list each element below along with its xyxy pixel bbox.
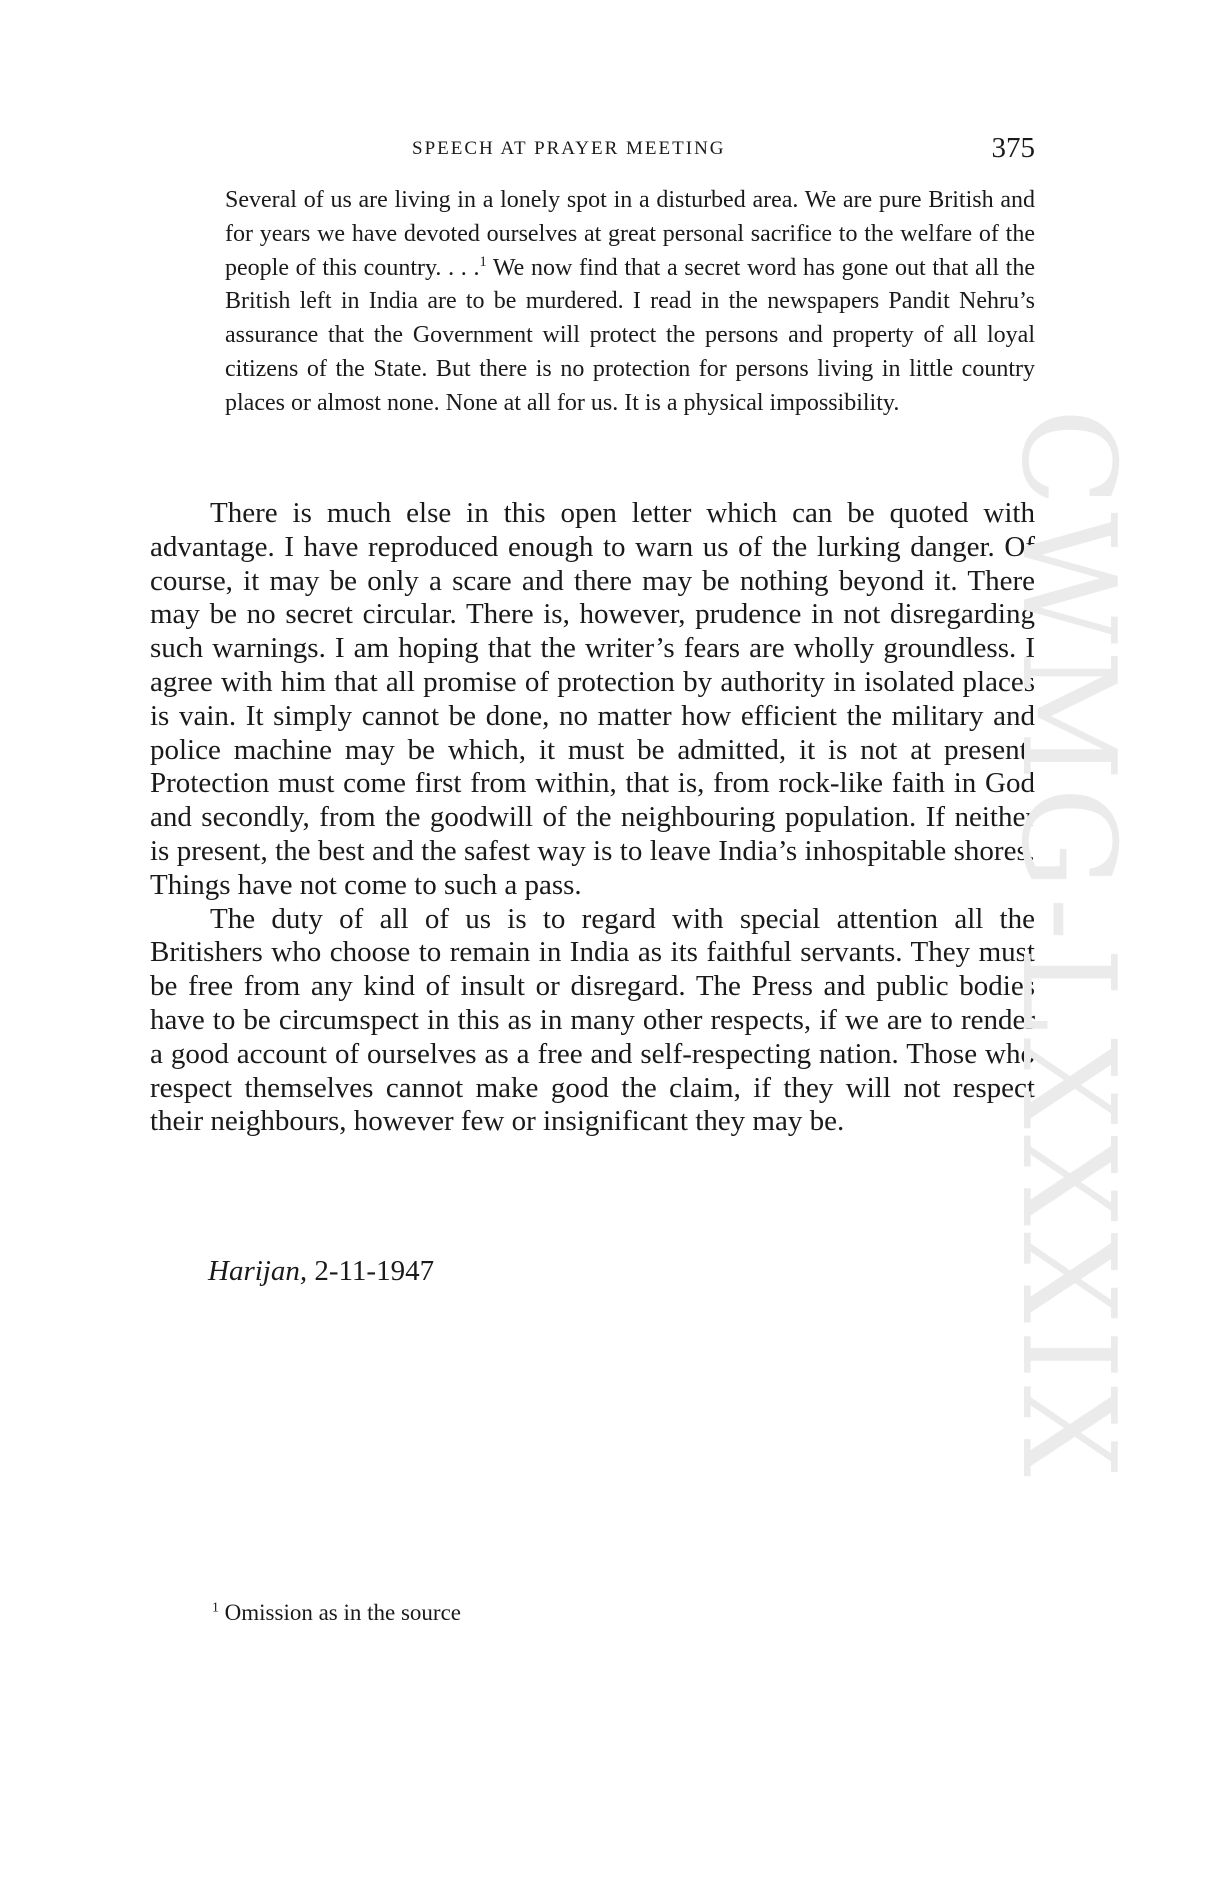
watermark-text: CWMG-LXXXIX	[992, 407, 1142, 1483]
body-paragraph: The duty of all of us is to regard with special attention all the Britishers who choose to remain in India as its faithful servants. They must be free from any kind of insult or disregard. The Press and public bodies have to be circumspect in this as in many other respects, if we are to render a good account of ourselves as a free and self-respecting nation. Those who respect themselves cannot make good the claim, if they will not respect their neighbours, however few or insignificant they may be.	[150, 902, 1035, 1138]
footnote-number: 1	[212, 1599, 219, 1615]
quote-text-part2: We now find that a secret word has gone out that all the British left in India are to be murdered. I read in the newspapers Pandit Nehru’s assurance that the Government will protect the persons and property of all loyal citizens of the State. But there is no protection for persons living in little country places or almost none. None at all for us. It is a physical impossibility.	[225, 254, 1035, 416]
footnote-text: Omission as in the source	[218, 1600, 462, 1625]
page-number: 375	[991, 132, 1035, 164]
running-title: SPEECH AT PRAYER MEETING	[412, 138, 726, 159]
body-text	[150, 497, 1035, 1139]
source-publication: Harijan,	[208, 1255, 308, 1287]
quote-text-part1: Several of us are living in a lonely spot in a disturbed area. We are pure British and for years we have devoted ourselves at great personal sacrifice to the welfare of the people of this country. . . .	[225, 187, 1035, 281]
footnote	[212, 1600, 461, 1626]
source-date: 2-11-1947	[307, 1255, 435, 1287]
source-citation	[208, 1255, 434, 1288]
block-quote	[225, 184, 1035, 421]
body-paragraph: There is much else in this open letter which can be quoted with advantage. I have reproduced enough to warn us of the lurking danger. Of course, it may be only a scare and there may be nothing beyond it. There may be no secret circular. There is, however, prudence in not disregarding such warnings. I am hoping that the writer’s fears are wholly groundless. I agree with him that all promise of protection by authority in isolated places is vain. It simply cannot be done, no matter how efficient the military and police machine may be which, it must be admitted, it is not at present. Protection must come first from within, that is, from rock-like faith in God and secondly, from the goodwill of the neighbouring population. If neither is present, the best and the safest way is to leave India’s inhospitable shores. Things have not come to such a pass.	[150, 497, 1035, 901]
running-head	[150, 132, 1035, 172]
footnote-reference: 1	[479, 253, 487, 270]
